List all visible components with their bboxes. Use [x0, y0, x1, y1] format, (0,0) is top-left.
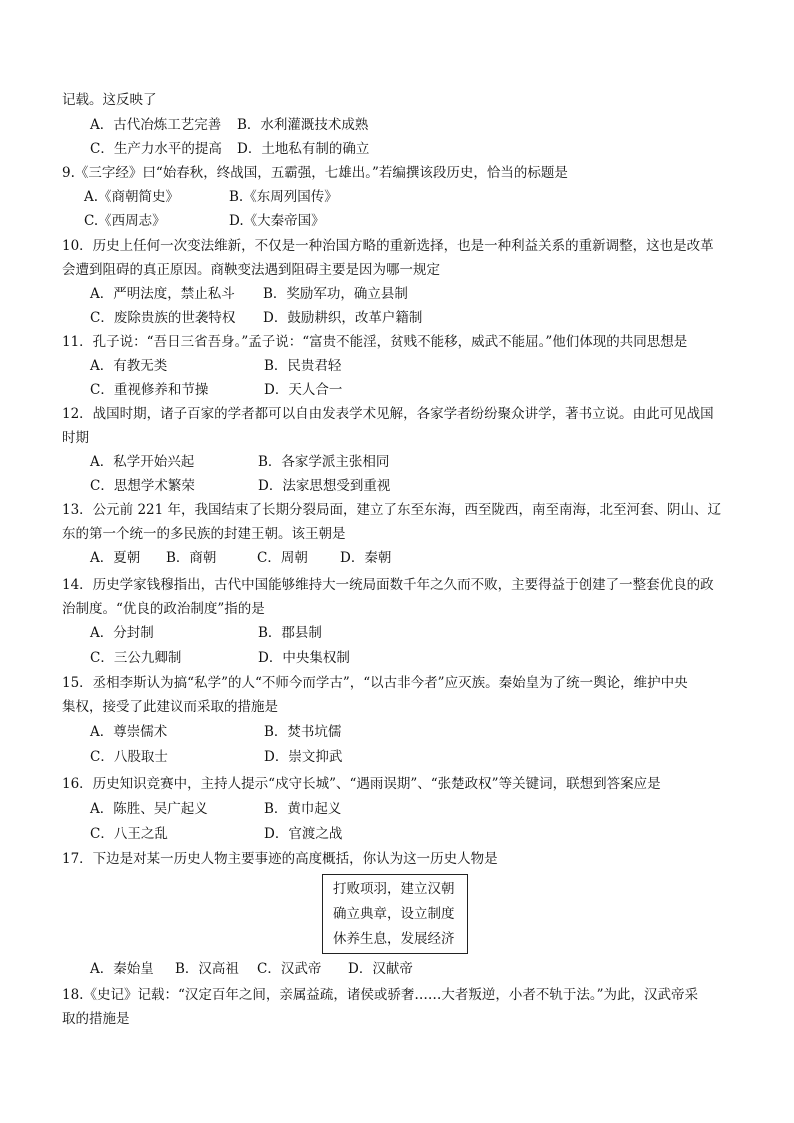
q15-stem-line2: 集权，接受了此建议而采取的措施是	[62, 699, 278, 715]
q9-option-d: D.《大秦帝国》	[229, 213, 325, 229]
q13-stem-line1: 13．公元前 221 年，我国结束了长期分裂局面，建立了东至东海，西至陇西，南至南海，北至河套、阴山、辽	[62, 502, 722, 518]
q14-option-b: B．郡县制	[258, 625, 322, 641]
q17-stem: 17．下边是对某一历史人物主要事迹的高度概括，你认为这一历史人物是	[62, 851, 498, 867]
q12-option-c: C．思想学术繁荣	[90, 478, 195, 494]
q13-stem-line2: 东的第一个统一的多民族的封建王朝。该王朝是	[62, 526, 346, 542]
q11-option-c: C．重视修养和节操	[90, 382, 209, 398]
q9-option-a: A.《商朝简史》	[84, 189, 180, 205]
q8-option-a: A．古代冶炼工艺完善	[90, 117, 222, 133]
q11-option-a: A．有教无类	[90, 358, 168, 374]
q18-stem-line2: 取的措施是	[62, 1011, 130, 1027]
q13-option-c: C．周朝	[257, 550, 308, 566]
q16-option-b: B．黄巾起义	[264, 801, 342, 817]
q10-option-d: D．鼓励耕织，改革户籍制	[263, 310, 423, 326]
q12-stem-line1: 12．战国时期，诸子百家的学者都可以自由发表学术见解，各家学者纷纷聚众讲学，著书立说。由此可见战国	[62, 406, 714, 422]
q9-option-b: B.《东周列国传》	[229, 189, 338, 205]
q12-option-d: D．法家思想受到重视	[258, 478, 391, 494]
q8-option-c: C．生产力水平的提高	[90, 141, 222, 157]
q10-stem-line2: 会遭到阻碍的真正原因。商鞅变法遇到阻碍主要是因为哪一规定	[62, 262, 440, 278]
q17-option-c: C．汉武帝	[257, 961, 322, 977]
q15-option-a: A．尊崇儒术	[90, 724, 168, 740]
q14-stem-line1: 14．历史学家钱穆指出，古代中国能够维持大一统局面数千年之久而不败，主要得益于创建了一整套优良的政	[62, 577, 714, 593]
q17-box-line: 确立典章，设立制度	[333, 906, 455, 922]
q10-option-a: A．严明法度，禁止私斗	[90, 286, 235, 302]
q14-option-a: A．分封制	[90, 625, 154, 641]
q13-option-d: D．秦朝	[340, 550, 392, 566]
q18-stem-line1: 18.《史记》记载：“汉定百年之间，亲属益疏，诸侯或骄奢……大者叛逆，小者不轨于法。”为此，汉武帝采	[62, 987, 699, 1003]
q12-option-a: A．私学开始兴起	[90, 454, 195, 470]
q10-option-c: C．废除贵族的世袭特权	[90, 310, 236, 326]
q13-option-a: A．夏朝	[90, 550, 141, 566]
q15-option-d: D．崇文抑武	[264, 749, 343, 765]
q10-option-b: B．奖励军功，确立县制	[263, 286, 408, 302]
q17-option-a: A．秦始皇	[90, 961, 154, 977]
q15-option-b: B．焚书坑儒	[264, 724, 342, 740]
q14-option-d: D．中央集权制	[258, 650, 350, 666]
q12-option-b: B．各家学派主张相同	[258, 454, 390, 470]
q16-option-c: C．八王之乱	[90, 826, 168, 842]
q12-stem-line2: 时期	[62, 430, 89, 446]
q16-option-a: A．陈胜、吴广起义	[90, 801, 208, 817]
q8-option-d: D．土地私有制的确立	[237, 141, 370, 157]
q11-option-d: D．天人合一	[264, 382, 343, 398]
q17-option-b: B．汉高祖	[175, 961, 239, 977]
q15-option-c: C．八股取士	[90, 749, 168, 765]
q9-option-c: C.《西周志》	[84, 213, 166, 229]
q10-stem-line1: 10．历史上任何一次变法维新，不仅是一种治国方略的重新选择，也是一种利益关系的重新调整，这也是改革	[62, 238, 714, 254]
q17-box-line: 休养生息，发展经济	[333, 931, 455, 947]
q9-stem: 9.《三字经》曰“始春秋，终战国，五霸强，七雄出。”若编撰该段历史，恰当的标题是	[62, 165, 568, 181]
q14-option-c: C．三公九卿制	[90, 650, 182, 666]
q14-stem-line2: 治制度。“优良的政治制度”指的是	[62, 601, 265, 617]
q8-stem-tail: 记载。这反映了	[62, 92, 157, 108]
q17-summary-box	[322, 874, 468, 954]
q8-option-b: B．水利灌溉技术成熟	[237, 117, 369, 133]
q11-stem: 11．孔子说：“吾日三省吾身。”孟子说：“富贵不能淫，贫贱不能移，威武不能屈。”他们体现的共同思想是	[62, 334, 688, 350]
q11-option-b: B．民贵君轻	[264, 358, 342, 374]
q16-stem: 16．历史知识竞赛中，主持人提示“戍守长城”、“遇雨误期”、“张楚政权”等关键词，联想到答案应是	[62, 776, 661, 792]
q13-option-b: B．商朝	[166, 550, 217, 566]
q15-stem-line1: 15．丞相李斯认为搞“私学”的人“不师今而学古”，“以古非今者”应灭族。秦始皇为了统一舆论，维护中央	[62, 675, 688, 691]
q16-option-d: D．官渡之战	[264, 826, 343, 842]
q17-option-d: D．汉献帝	[348, 961, 413, 977]
q17-box-line: 打败项羽，建立汉朝	[333, 881, 455, 897]
